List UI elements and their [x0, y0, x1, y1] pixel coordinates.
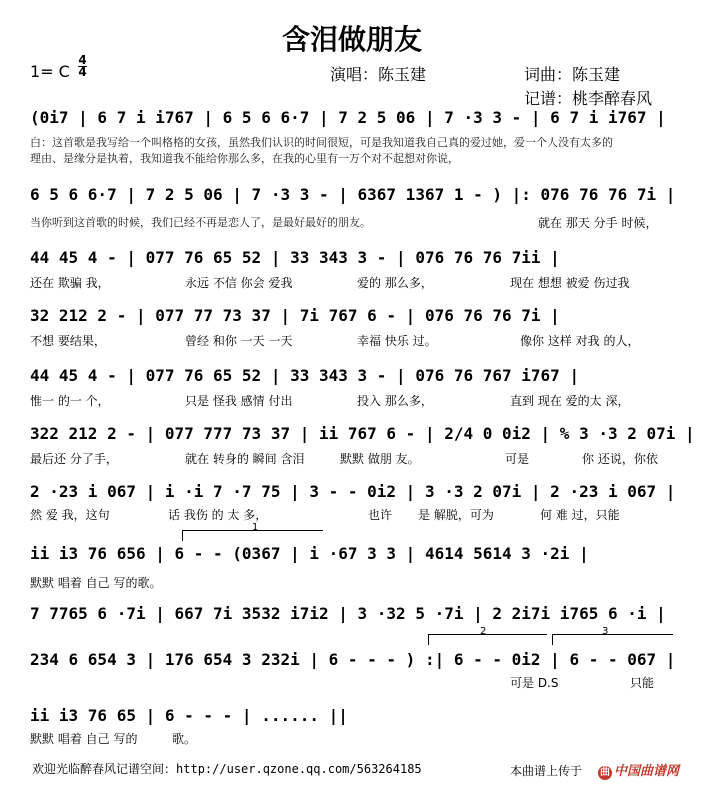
lyric-line-7c: 也许: [368, 508, 393, 522]
notation-line-11: ii i3 76 65 | 6 - - - | ...... ||: [30, 706, 348, 725]
logo-mark-icon: 曲: [600, 767, 610, 778]
narration-line-1: 白：这首歌是我写给一个叫格格的女孩，虽然我们认识的时间很短，可是我知道我自己真的爱过她，爱一个人没有太多的: [30, 136, 613, 149]
lyric-line-3c: 爱的 那么多，: [357, 276, 433, 290]
lyric-line-6b: 就在 转身的 瞬间 含泪: [185, 452, 305, 466]
narration-line-3: 当你听到这首歌的时候，我们已经不再是恋人了，是最好最好的朋友。: [30, 216, 371, 229]
lyric-line-5d: 直到 现在 爱的太 深，: [510, 394, 630, 408]
lyric-line-7a: 然 爱 我，这句: [30, 508, 110, 522]
volta-bracket-1-number: 1: [252, 522, 259, 533]
lyric-line-7b: 话 我伤 的 太 多，: [168, 508, 268, 522]
footer-welcome: [32, 760, 422, 777]
narration-line-2: 理由、是缘分是执着，我知道我不能给你那么多，在我的心里有一万个对不起想对你说，: [30, 152, 459, 165]
lyric-line-4c: 幸福 快乐 过。: [357, 334, 437, 348]
lyric-line-4d: 像你 这样 对我 的人，: [520, 334, 640, 348]
notation-line-6: 322 212 2 - | 077 777 73 37 | ii 767 6 - | 2/4 0 0i2 | % 3 ·3 2 07i |: [30, 424, 695, 443]
notation-line-10: 234 6 654 3 | 176 654 3 232i | 6 - - - ) :| 6 - - 0i2 | 6 - - 067 |: [30, 650, 676, 669]
lyric-line-5a: 惟一 的一 个，: [30, 394, 110, 408]
lyric-line-7d: 是 解脱，可为: [418, 508, 494, 522]
notation-line-7: 2 ·23 i 067 | i ·i 7 ·7 75 | 3 - - 0i2 | 3 ·3 2 07i | 2 ·23 i 067 |: [30, 482, 676, 501]
lyric-line-6d: 可是: [505, 452, 530, 466]
lyric-line-11a: 默默 唱着 自己 写的: [30, 732, 138, 746]
upload-note: 本曲谱上传于: [510, 764, 583, 778]
site-logo[interactable]: [598, 760, 679, 780]
notation-line-3: 44 45 4 - | 077 76 65 52 | 33 343 3 - | 076 76 76 7ii |: [30, 248, 560, 267]
volta-bracket-2-number: 2: [480, 626, 487, 637]
singer-credit: 演唱：陈玉建: [330, 65, 427, 84]
time-signature: [78, 55, 87, 78]
lyric-line-8: 默默 唱着 自己 写的歌。: [30, 576, 162, 590]
notation-line-8: ii i3 76 656 | 6 - - (0367 | i ·67 3 3 | 4614 5614 3 ·2i |: [30, 544, 589, 563]
time-signature-bottom: 4: [78, 65, 87, 79]
lyric-line-11b: 歌。: [172, 732, 197, 746]
volta-bracket-3: [552, 634, 673, 645]
notation-line-9: 7 7765 6 ·7i | 667 7i 3532 i7i2 | 3 ·32 5 ·7i | 2 2i7i i765 6 ·i |: [30, 604, 666, 623]
lyric-line-10b: 只能: [630, 676, 655, 690]
lyric-line-6c: 默默 做朋 友。: [340, 452, 420, 466]
lyricist-composer-credit: 词曲：陈玉建: [524, 65, 621, 84]
lyric-line-5b: 只是 怪我 感情 付出: [185, 394, 293, 408]
lyric-line-3a: 还在 欺骗 我，: [30, 276, 110, 290]
volta-bracket-3-number: 3: [602, 626, 609, 637]
notation-line-2: 6 5 6 6·7 | 7 2 5 06 | 7 ·3 3 - | 6367 1367 1 - ) |: 076 76 76 7i |: [30, 185, 676, 204]
lyric-line-7e: 何 难 过，只能: [540, 508, 620, 522]
transcriber-credit: 记谱：桃李醉春风: [524, 89, 653, 108]
notation-line-5: 44 45 4 - | 077 76 65 52 | 33 343 3 - | 076 76 767 i767 |: [30, 366, 580, 385]
lyric-line-3b: 永远 不信 你会 爱我: [185, 276, 293, 290]
lyric-line-3d: 现在 想想 被爱 伤过我: [510, 276, 630, 290]
lyric-line-10a: 可是 D.S: [510, 676, 559, 690]
logo-text: 中国曲谱网: [614, 764, 680, 779]
lyric-line-2: 就在 那天 分手 时候，: [538, 216, 658, 230]
lyric-line-6e: 你 还说，你依: [582, 452, 658, 466]
footer-welcome-text: 欢迎光临醉春风记谱空间：: [32, 762, 177, 776]
key-signature: 1= C: [30, 62, 70, 81]
lyric-line-6a: 最后还 分了手，: [30, 452, 118, 466]
lyric-line-4a: 不想 要结果，: [30, 334, 106, 348]
time-signature-top: 4: [78, 53, 87, 67]
lyric-line-5c: 投入 那么多，: [357, 394, 433, 408]
qzone-link[interactable]: http://user.qzone.qq.com/563264185: [176, 762, 422, 776]
volta-bracket-2: [428, 634, 547, 645]
lyric-line-4b: 曾经 和你 一天 一天: [185, 334, 293, 348]
notation-line-1: (0i7 | 6 7 i i767 | 6 5 6 6·7 | 7 2 5 06 | 7 ·3 3 - | 6 7 i i767 |: [30, 108, 666, 127]
notation-line-4: 32 212 2 - | 077 77 73 37 | 7i 767 6 - | 076 76 76 7i |: [30, 306, 560, 325]
song-title: 含泪做朋友: [281, 23, 422, 56]
